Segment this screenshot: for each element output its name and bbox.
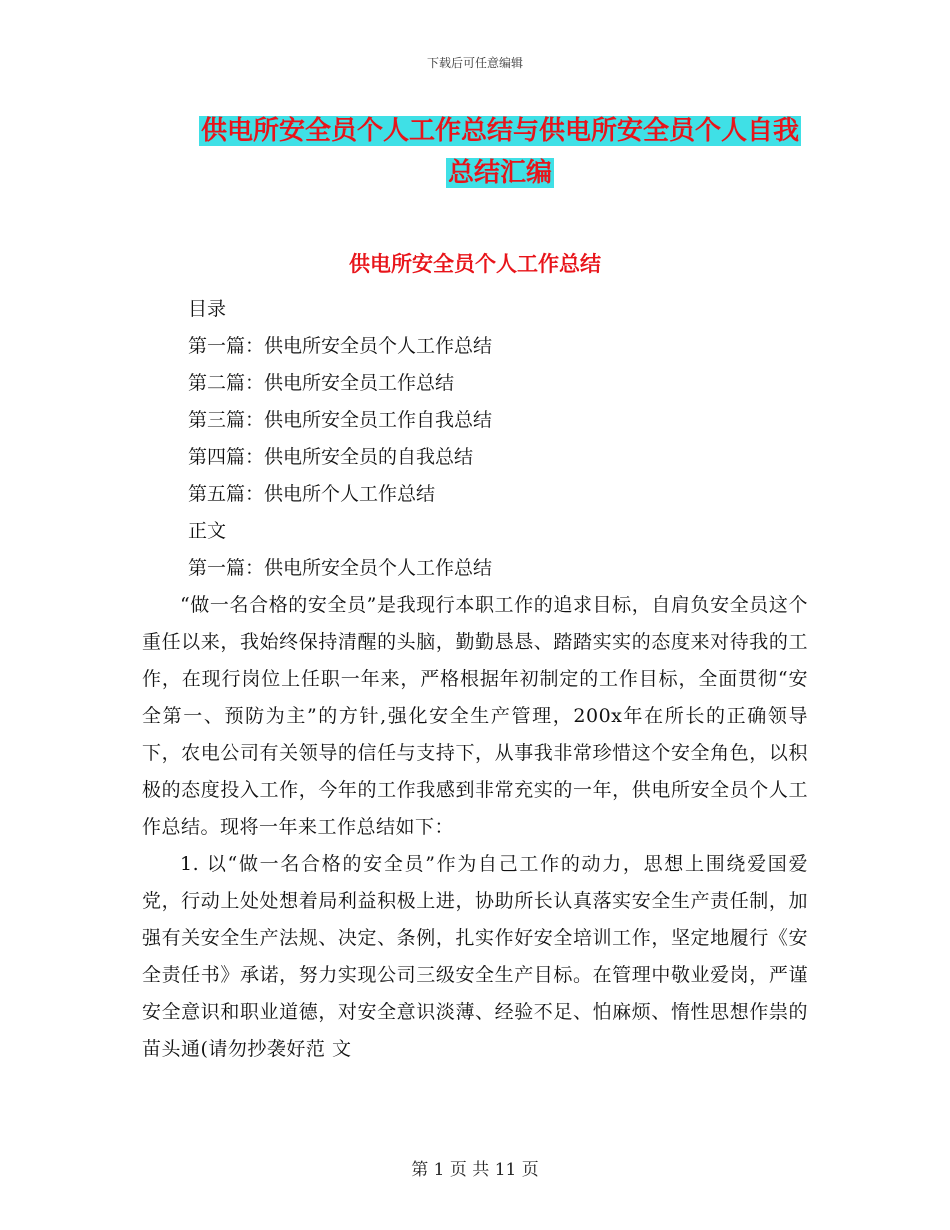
body-heading: 正文 bbox=[188, 520, 227, 542]
paragraph: 1. 以“做一名合格的安全员”作为自己工作的动力，思想上围绕爱国爱党，行动上处处想着局利益积极上进，协助所长认真落实安全生产责任制，加强有关安全生产法规、决定、条例，扎实作好安全培训工作，坚定地履行《安全责任书》承诺，努力实现公司三级安全生产目标。在管理中敬业爱岗，严谨安全意识和职业道德，对安全意识淡薄、经验不足、怕麻烦、惰性思想作祟的苗头通(请勿抄袭好范 文 bbox=[142, 853, 808, 1060]
section-title: 供电所安全员个人工作总结 bbox=[349, 252, 601, 276]
toc-item: 第二篇：供电所安全员工作总结 bbox=[188, 372, 455, 394]
toc-heading: 目录 bbox=[188, 298, 227, 320]
chapter-heading: 第一篇：供电所安全员个人工作总结 bbox=[188, 557, 493, 579]
toc-item: 第三篇：供电所安全员工作自我总结 bbox=[188, 409, 493, 431]
document-body bbox=[142, 291, 808, 1068]
paragraph: “做一名合格的安全员”是我现行本职工作的追求目标，自肩负安全员这个重任以来，我始终保持清醒的头脑，勤勤恳恳、踏踏实实的态度来对待我的工作，在现行岗位上任职一年来，严格根据年初制定的工作目标，全面贯彻“安全第一、预防为主”的方针,强化安全生产管理，200x年在所长的正确领导下，农电公司有关领导的信任与支持下，从事我非常珍惜这个安全角色，以积极的态度投入工作，今年的工作我感到非常充实的一年，供电所安全员个人工作总结。现将一年来工作总结如下： bbox=[142, 594, 808, 838]
toc-item: 第一篇：供电所安全员个人工作总结 bbox=[188, 335, 493, 357]
page-number: 第 1 页 共 11 页 bbox=[411, 1160, 539, 1180]
toc-item: 第四篇：供电所安全员的自我总结 bbox=[188, 446, 474, 468]
document-title-line-1: 供电所安全员个人工作总结与供电所安全员个人自我 bbox=[200, 116, 799, 146]
toc-item: 第五篇：供电所个人工作总结 bbox=[188, 483, 436, 505]
document-title-line-2: 总结汇编 bbox=[447, 158, 552, 188]
header-note: 下载后可任意编辑 bbox=[426, 56, 523, 70]
document-title bbox=[140, 110, 860, 194]
